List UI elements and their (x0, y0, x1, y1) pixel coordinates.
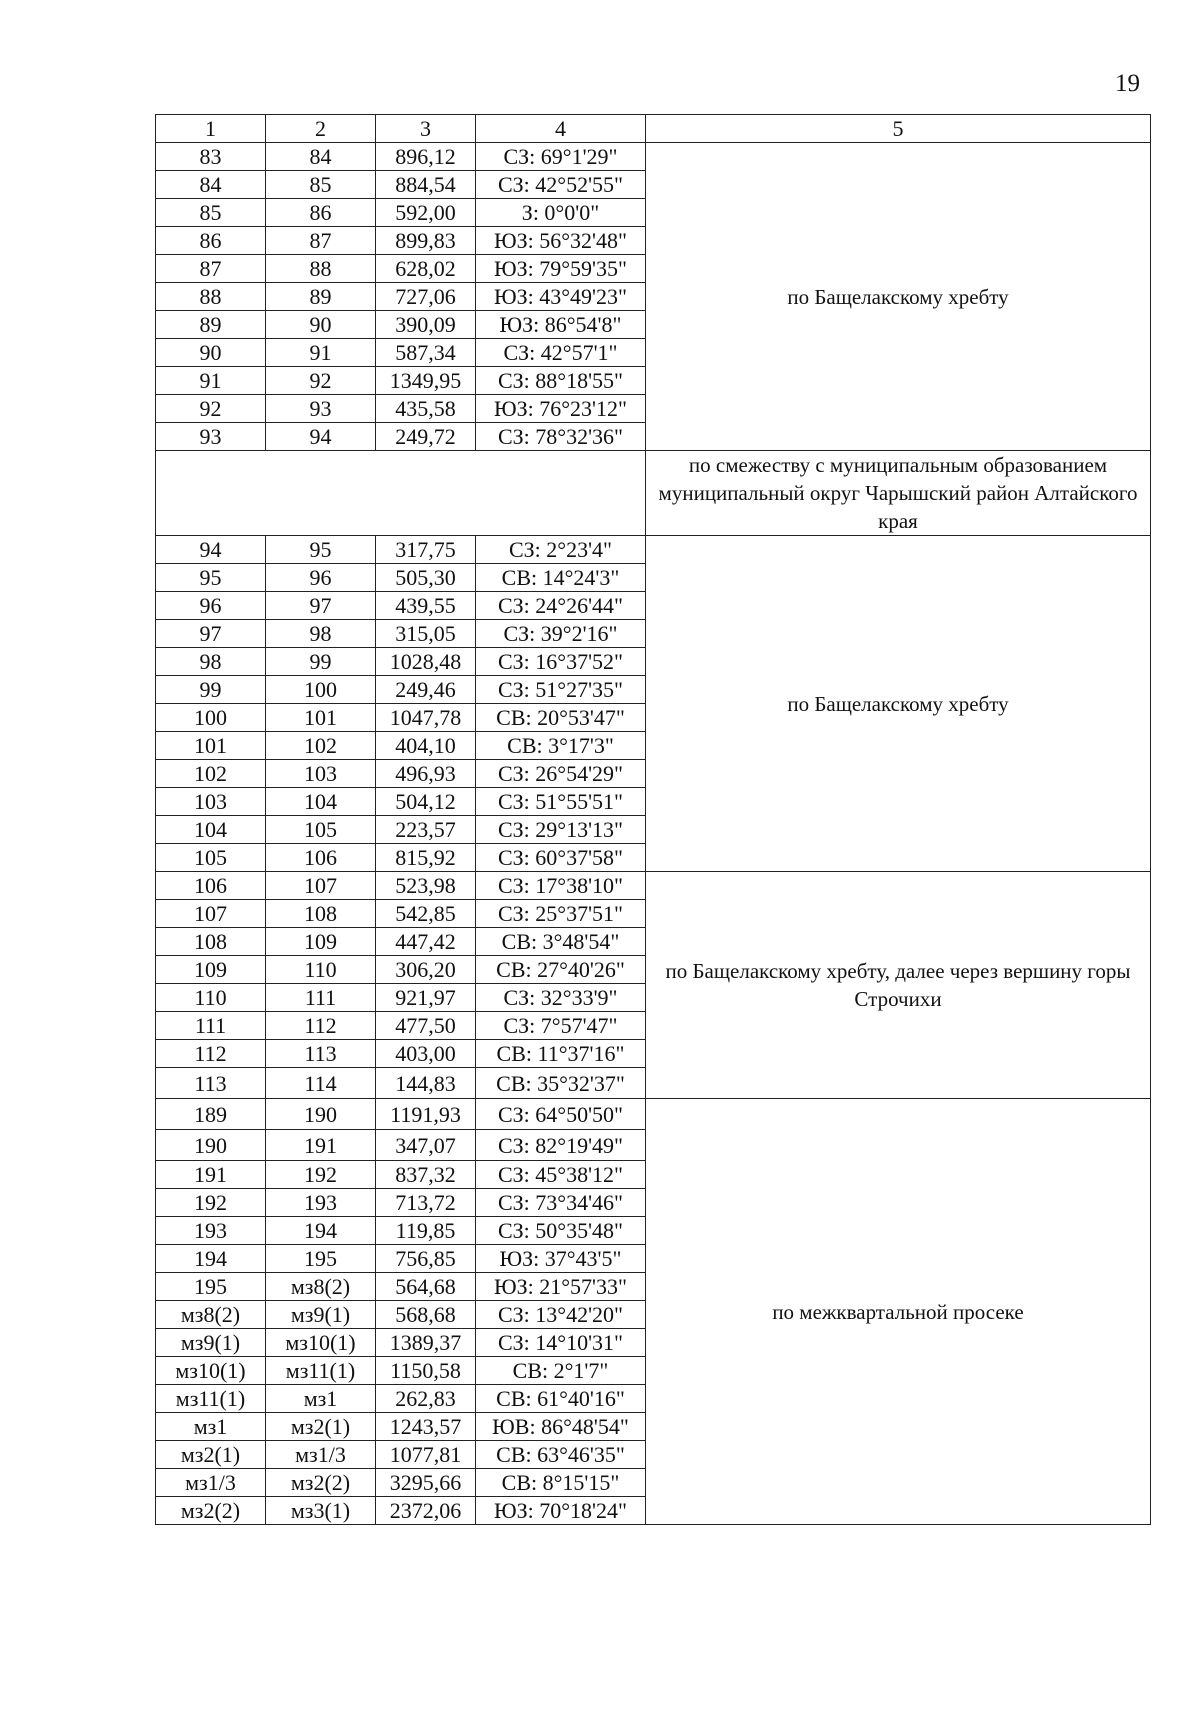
to-point-cell: мз11(1) (266, 1357, 376, 1385)
bearing-cell: СВ: 20°53'47" (476, 704, 646, 732)
length-cell: 3295,66 (376, 1469, 476, 1497)
bearing-cell: СЗ: 42°52'55" (476, 171, 646, 199)
to-point-cell: мз2(1) (266, 1413, 376, 1441)
bearing-cell: СЗ: 42°57'1" (476, 339, 646, 367)
from-point-cell: 84 (156, 171, 266, 199)
length-cell: 404,10 (376, 732, 476, 760)
length-cell: 439,55 (376, 592, 476, 620)
to-point-cell: 113 (266, 1040, 376, 1068)
from-point-cell: 195 (156, 1273, 266, 1301)
from-point-cell: 190 (156, 1130, 266, 1161)
bearing-cell: СЗ: 13°42'20" (476, 1301, 646, 1329)
to-point-cell: 93 (266, 395, 376, 423)
bearing-cell: СЗ: 29°13'13" (476, 816, 646, 844)
length-cell: 317,75 (376, 536, 476, 564)
from-point-cell: 90 (156, 339, 266, 367)
from-point-cell: 89 (156, 311, 266, 339)
from-point-cell: 83 (156, 143, 266, 171)
bearing-cell: СЗ: 17°38'10" (476, 872, 646, 900)
bearing-cell: СЗ: 50°35'48" (476, 1217, 646, 1245)
length-cell: 223,57 (376, 816, 476, 844)
to-point-cell: 89 (266, 283, 376, 311)
length-cell: 1028,48 (376, 648, 476, 676)
length-cell: 1191,93 (376, 1099, 476, 1130)
from-point-cell: 194 (156, 1245, 266, 1273)
to-point-cell: 191 (266, 1130, 376, 1161)
bearing-cell: СЗ: 69°1'29" (476, 143, 646, 171)
from-point-cell: 193 (156, 1217, 266, 1245)
to-point-cell: 92 (266, 367, 376, 395)
bearing-cell: ЮЗ: 37°43'5" (476, 1245, 646, 1273)
to-point-cell: 194 (266, 1217, 376, 1245)
from-point-cell: 94 (156, 536, 266, 564)
bearing-cell: СЗ: 78°32'36" (476, 423, 646, 451)
length-cell: 727,06 (376, 283, 476, 311)
to-point-cell: 99 (266, 648, 376, 676)
section-description: по межквартальной просеке (646, 1099, 1151, 1525)
bearing-cell: СЗ: 51°55'51" (476, 788, 646, 816)
to-point-cell: 98 (266, 620, 376, 648)
to-point-cell: 101 (266, 704, 376, 732)
bearing-cell: ЮЗ: 56°32'48" (476, 227, 646, 255)
bearing-cell: СЗ: 24°26'44" (476, 592, 646, 620)
from-point-cell: мз10(1) (156, 1357, 266, 1385)
bearing-cell: СВ: 27°40'26" (476, 956, 646, 984)
to-point-cell: 103 (266, 760, 376, 788)
length-cell: 587,34 (376, 339, 476, 367)
table-body (156, 143, 1151, 1525)
from-point-cell: 98 (156, 648, 266, 676)
from-point-cell: 97 (156, 620, 266, 648)
from-point-cell: мз1/3 (156, 1469, 266, 1497)
length-cell: 249,46 (376, 676, 476, 704)
length-cell: 390,09 (376, 311, 476, 339)
to-point-cell: 97 (266, 592, 376, 620)
table-row (156, 872, 1151, 900)
from-point-cell: 111 (156, 1012, 266, 1040)
to-point-cell: мз10(1) (266, 1329, 376, 1357)
bearing-cell: СЗ: 64°50'50" (476, 1099, 646, 1130)
section-description: по Бащелакскому хребту (646, 143, 1151, 451)
table-row (156, 536, 1151, 564)
blank-cell (156, 451, 646, 536)
to-point-cell: 195 (266, 1245, 376, 1273)
from-point-cell: мз11(1) (156, 1385, 266, 1413)
length-cell: 306,20 (376, 956, 476, 984)
to-point-cell: 90 (266, 311, 376, 339)
length-cell: 144,83 (376, 1068, 476, 1099)
length-cell: 477,50 (376, 1012, 476, 1040)
header-cell: 5 (646, 115, 1151, 143)
to-point-cell: мз8(2) (266, 1273, 376, 1301)
from-point-cell: 85 (156, 199, 266, 227)
bearing-cell: СВ: 3°48'54" (476, 928, 646, 956)
length-cell: 837,32 (376, 1161, 476, 1189)
table-row (156, 143, 1151, 171)
to-point-cell: 88 (266, 255, 376, 283)
header-cell: 4 (476, 115, 646, 143)
bearing-cell: СВ: 11°37'16" (476, 1040, 646, 1068)
from-point-cell: 105 (156, 844, 266, 872)
from-point-cell: 107 (156, 900, 266, 928)
length-cell: 447,42 (376, 928, 476, 956)
from-point-cell: 102 (156, 760, 266, 788)
to-point-cell: 85 (266, 171, 376, 199)
boundary-table (155, 114, 1151, 1525)
section-description: по Бащелакскому хребту (646, 536, 1151, 872)
length-cell: 1349,95 (376, 367, 476, 395)
length-cell: 564,68 (376, 1273, 476, 1301)
to-point-cell: 111 (266, 984, 376, 1012)
from-point-cell: 101 (156, 732, 266, 760)
bearing-cell: СЗ: 25°37'51" (476, 900, 646, 928)
bearing-cell: СЗ: 60°37'58" (476, 844, 646, 872)
from-point-cell: 91 (156, 367, 266, 395)
from-point-cell: 100 (156, 704, 266, 732)
from-point-cell: мз8(2) (156, 1301, 266, 1329)
to-point-cell: 106 (266, 844, 376, 872)
from-point-cell: 96 (156, 592, 266, 620)
from-point-cell: 192 (156, 1189, 266, 1217)
length-cell: 2372,06 (376, 1497, 476, 1525)
bearing-cell: СЗ: 16°37'52" (476, 648, 646, 676)
table-row (156, 1099, 1151, 1130)
page-number: 19 (1115, 70, 1140, 97)
to-point-cell: 91 (266, 339, 376, 367)
bearing-cell: ЮЗ: 79°59'35" (476, 255, 646, 283)
bearing-cell: З: 0°0'0" (476, 199, 646, 227)
to-point-cell: 87 (266, 227, 376, 255)
bearing-cell: ЮЗ: 76°23'12" (476, 395, 646, 423)
bearing-cell: СВ: 14°24'3" (476, 564, 646, 592)
to-point-cell: 192 (266, 1161, 376, 1189)
to-point-cell: 100 (266, 676, 376, 704)
from-point-cell: 93 (156, 423, 266, 451)
from-point-cell: 112 (156, 1040, 266, 1068)
from-point-cell: 189 (156, 1099, 266, 1130)
length-cell: 249,72 (376, 423, 476, 451)
to-point-cell: 110 (266, 956, 376, 984)
to-point-cell: 105 (266, 816, 376, 844)
to-point-cell: мз9(1) (266, 1301, 376, 1329)
to-point-cell: мз1/3 (266, 1441, 376, 1469)
bearing-cell: СЗ: 7°57'47" (476, 1012, 646, 1040)
bearing-cell: СЗ: 45°38'12" (476, 1161, 646, 1189)
header-cell: 2 (266, 115, 376, 143)
length-cell: 542,85 (376, 900, 476, 928)
length-cell: 899,83 (376, 227, 476, 255)
from-point-cell: 87 (156, 255, 266, 283)
to-point-cell: 94 (266, 423, 376, 451)
from-point-cell: 106 (156, 872, 266, 900)
separator-row (156, 451, 1151, 536)
to-point-cell: мз1 (266, 1385, 376, 1413)
to-point-cell: 114 (266, 1068, 376, 1099)
bearing-cell: СЗ: 82°19'49" (476, 1130, 646, 1161)
bearing-cell: СВ: 3°17'3" (476, 732, 646, 760)
bearing-cell: СВ: 8°15'15" (476, 1469, 646, 1497)
bearing-cell: СЗ: 26°54'29" (476, 760, 646, 788)
bearing-cell: ЮЗ: 43°49'23" (476, 283, 646, 311)
to-point-cell: 190 (266, 1099, 376, 1130)
to-point-cell: 84 (266, 143, 376, 171)
length-cell: 1150,58 (376, 1357, 476, 1385)
length-cell: 713,72 (376, 1189, 476, 1217)
bearing-cell: СЗ: 51°27'35" (476, 676, 646, 704)
to-point-cell: 193 (266, 1189, 376, 1217)
to-point-cell: 107 (266, 872, 376, 900)
length-cell: 896,12 (376, 143, 476, 171)
from-point-cell: 88 (156, 283, 266, 311)
length-cell: 315,05 (376, 620, 476, 648)
bearing-cell: ЮЗ: 21°57'33" (476, 1273, 646, 1301)
from-point-cell: 95 (156, 564, 266, 592)
length-cell: 628,02 (376, 255, 476, 283)
from-point-cell: мз2(1) (156, 1441, 266, 1469)
bearing-cell: СЗ: 2°23'4" (476, 536, 646, 564)
from-point-cell: 113 (156, 1068, 266, 1099)
to-point-cell: мз3(1) (266, 1497, 376, 1525)
length-cell: 496,93 (376, 760, 476, 788)
header-row (156, 115, 1151, 143)
length-cell: 1077,81 (376, 1441, 476, 1469)
length-cell: 1047,78 (376, 704, 476, 732)
to-point-cell: 86 (266, 199, 376, 227)
length-cell: 119,85 (376, 1217, 476, 1245)
to-point-cell: 109 (266, 928, 376, 956)
bearing-cell: СВ: 63°46'35" (476, 1441, 646, 1469)
length-cell: 1243,57 (376, 1413, 476, 1441)
from-point-cell: 104 (156, 816, 266, 844)
from-point-cell: 110 (156, 984, 266, 1012)
from-point-cell: мз1 (156, 1413, 266, 1441)
length-cell: 568,68 (376, 1301, 476, 1329)
bearing-cell: СВ: 35°32'37" (476, 1068, 646, 1099)
from-point-cell: 92 (156, 395, 266, 423)
length-cell: 921,97 (376, 984, 476, 1012)
section-description: по Бащелакскому хребту, далее через вершину горы Строчихи (646, 872, 1151, 1099)
from-point-cell: 86 (156, 227, 266, 255)
from-point-cell: 191 (156, 1161, 266, 1189)
from-point-cell: мз2(2) (156, 1497, 266, 1525)
length-cell: 815,92 (376, 844, 476, 872)
to-point-cell: 96 (266, 564, 376, 592)
bearing-cell: ЮЗ: 86°54'8" (476, 311, 646, 339)
from-point-cell: мз9(1) (156, 1329, 266, 1357)
length-cell: 592,00 (376, 199, 476, 227)
to-point-cell: 104 (266, 788, 376, 816)
from-point-cell: 109 (156, 956, 266, 984)
to-point-cell: 95 (266, 536, 376, 564)
bearing-cell: СЗ: 32°33'9" (476, 984, 646, 1012)
length-cell: 523,98 (376, 872, 476, 900)
to-point-cell: мз2(2) (266, 1469, 376, 1497)
length-cell: 435,58 (376, 395, 476, 423)
length-cell: 262,83 (376, 1385, 476, 1413)
length-cell: 1389,37 (376, 1329, 476, 1357)
header-cell: 1 (156, 115, 266, 143)
from-point-cell: 103 (156, 788, 266, 816)
bearing-cell: СЗ: 39°2'16" (476, 620, 646, 648)
from-point-cell: 108 (156, 928, 266, 956)
bearing-cell: СЗ: 14°10'31" (476, 1329, 646, 1357)
bearing-cell: СЗ: 73°34'46" (476, 1189, 646, 1217)
bearing-cell: СВ: 2°1'7" (476, 1357, 646, 1385)
bearing-cell: СЗ: 88°18'55" (476, 367, 646, 395)
length-cell: 505,30 (376, 564, 476, 592)
bearing-cell: ЮВ: 86°48'54" (476, 1413, 646, 1441)
length-cell: 884,54 (376, 171, 476, 199)
length-cell: 347,07 (376, 1130, 476, 1161)
from-point-cell: 99 (156, 676, 266, 704)
section-description: по смежеству с муниципальным образованием муниципальный округ Чарышский район Алтайского края (646, 451, 1151, 536)
bearing-cell: СВ: 61°40'16" (476, 1385, 646, 1413)
length-cell: 756,85 (376, 1245, 476, 1273)
to-point-cell: 112 (266, 1012, 376, 1040)
length-cell: 504,12 (376, 788, 476, 816)
header-cell: 3 (376, 115, 476, 143)
to-point-cell: 102 (266, 732, 376, 760)
to-point-cell: 108 (266, 900, 376, 928)
length-cell: 403,00 (376, 1040, 476, 1068)
bearing-cell: ЮЗ: 70°18'24" (476, 1497, 646, 1525)
